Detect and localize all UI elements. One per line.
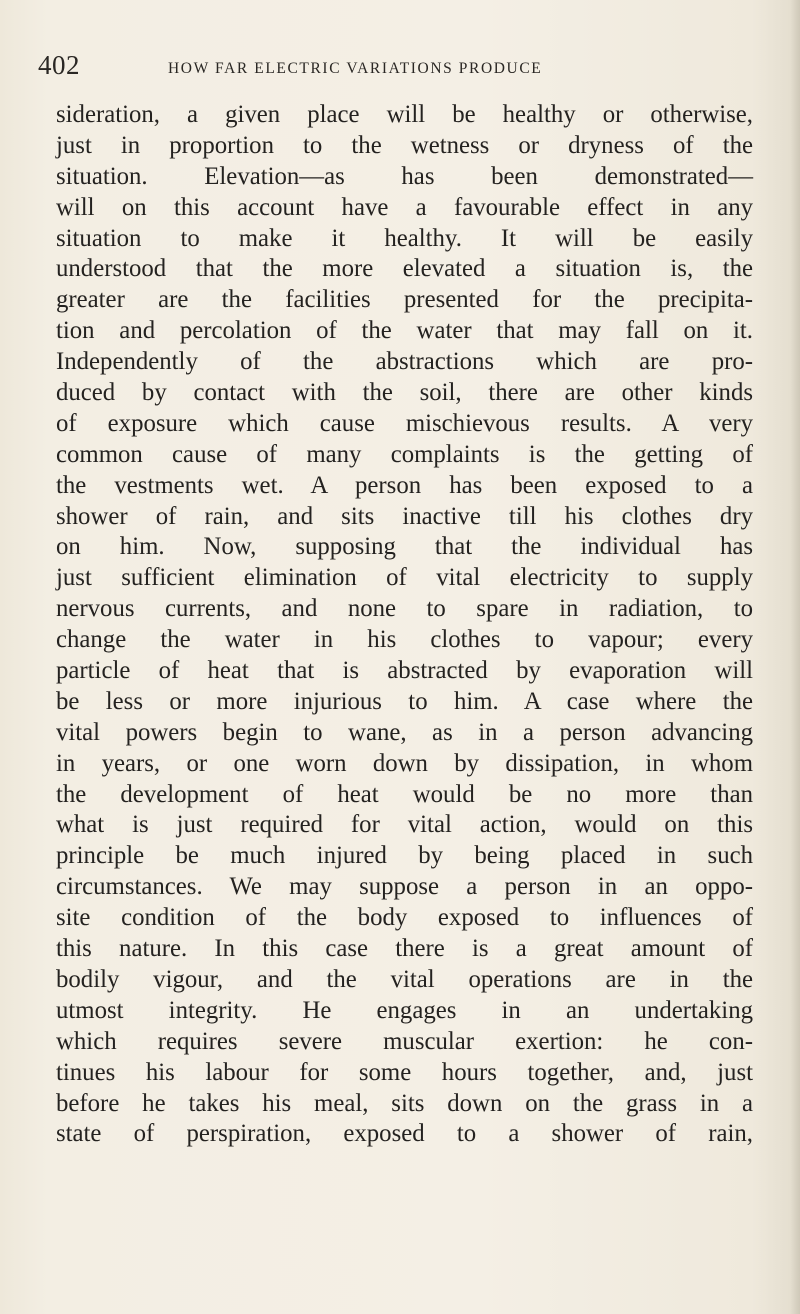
text-line: situation. Elevation—as has been demonstrated— <box>56 162 753 190</box>
text-line: common cause of many complaints is the getting of <box>56 440 753 468</box>
text-line: nervous currents, and none to spare in radiation, to <box>56 595 753 623</box>
text-line: Independently of the abstractions which are pro- <box>56 348 753 376</box>
text-line: will on this account have a favourable effect in any <box>56 193 753 221</box>
text-line: state of perspiration, exposed to a shower of rain, <box>56 1120 753 1148</box>
text-line: the development of heat would be no more than <box>56 780 753 808</box>
text-line: which requires severe muscular exertion: he con- <box>56 1027 753 1055</box>
text-line: what is just required for vital action, would on this <box>56 811 753 839</box>
text-line: change the water in his clothes to vapour; every <box>56 626 753 654</box>
text-line: understood that the more elevated a situation is, the <box>56 255 753 283</box>
running-title: HOW FAR ELECTRIC VARIATIONS PRODUCE <box>168 60 543 77</box>
text-line: the vestments wet. A person has been exposed to a <box>56 471 753 499</box>
text-line: tinues his labour for some hours together, and, just <box>56 1058 753 1086</box>
text-line: be less or more injurious to him. A case where the <box>56 687 753 715</box>
text-line: of exposure which cause mischievous results. A very <box>56 409 753 437</box>
text-line: principle be much injured by being placed in such <box>56 842 753 870</box>
page-edge-shadow <box>790 0 800 1314</box>
body-text <box>56 100 753 1150</box>
text-line: vital powers begin to wane, as in a person advancing <box>56 718 753 746</box>
text-line: site condition of the body exposed to influences of <box>56 904 753 932</box>
text-line: just in proportion to the wetness or dryness of the <box>56 131 753 159</box>
text-line: before he takes his meal, sits down on the grass in a <box>56 1089 753 1117</box>
text-line: sideration, a given place will be healthy or otherwise, <box>56 101 753 128</box>
text-line: shower of rain, and sits inactive till his clothes dry <box>56 502 753 530</box>
text-line: situation to make it healthy. It will be easily <box>56 224 753 252</box>
text-line: on him. Now, supposing that the individual has <box>56 533 753 561</box>
text-line: circumstances. We may suppose a person in an oppo- <box>56 873 753 901</box>
text-line: in years, or one worn down by dissipation, in whom <box>56 749 753 777</box>
text-line: bodily vigour, and the vital operations are in the <box>56 965 753 993</box>
text-line: tion and percolation of the water that may fall on it. <box>56 317 753 345</box>
text-line: just sufficient elimination of vital electricity to supply <box>56 564 753 592</box>
text-line: duced by contact with the soil, there are other kinds <box>56 379 753 407</box>
text-line: particle of heat that is abstracted by evaporation will <box>56 657 753 685</box>
running-head <box>38 50 750 90</box>
page-number: 402 <box>38 50 80 80</box>
text-line: utmost integrity. He engages in an undertaking <box>56 996 753 1024</box>
text-line: this nature. In this case there is a great amount of <box>56 935 753 963</box>
text-line: greater are the facilities presented for the precipita- <box>56 286 753 314</box>
